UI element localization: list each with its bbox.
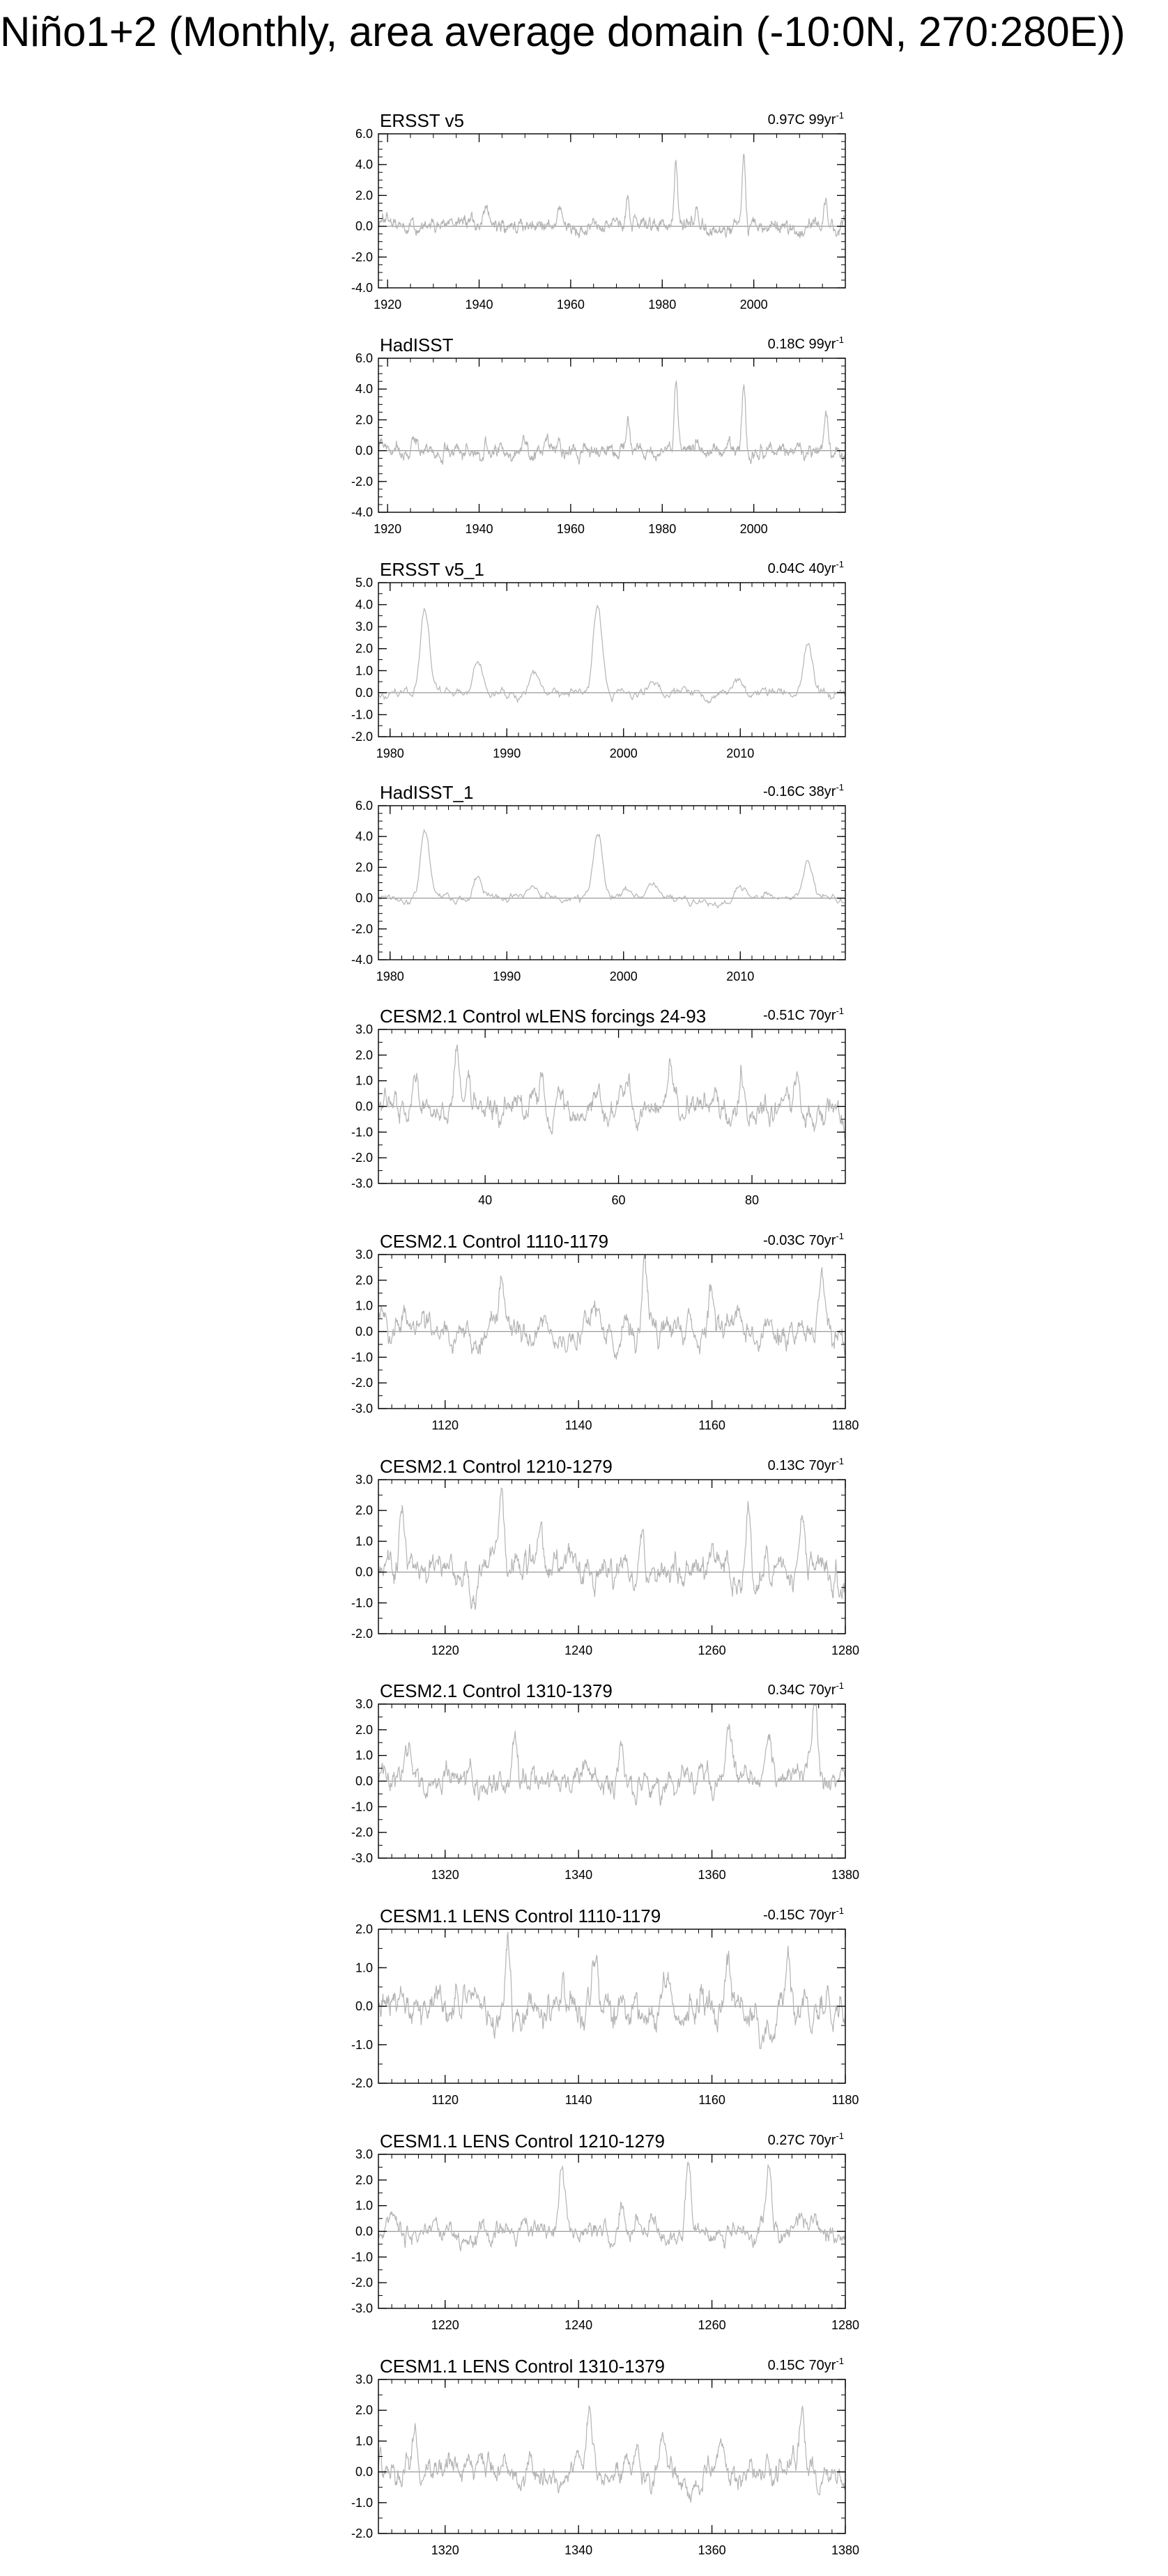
x-tick-label: 1340 bbox=[564, 2543, 593, 2557]
chart-panel bbox=[351, 2131, 859, 2332]
y-tick-label: 0.0 bbox=[355, 685, 373, 700]
y-tick-label: 2.0 bbox=[355, 641, 373, 656]
x-tick-label: 1380 bbox=[831, 1868, 860, 1882]
trend-label bbox=[763, 1006, 844, 1023]
y-tick-label: -3.0 bbox=[351, 2301, 373, 2315]
series-line bbox=[378, 2406, 845, 2503]
y-tick-label: 2.0 bbox=[355, 1273, 373, 1287]
y-tick-label: 0.0 bbox=[355, 1099, 373, 1114]
trend-exponent: -1 bbox=[836, 559, 844, 569]
x-tick-label: 2010 bbox=[726, 746, 755, 760]
trend-value: 0.18C 99yr bbox=[767, 337, 836, 352]
y-tick-label: -1.0 bbox=[351, 1800, 373, 1814]
y-tick-label: -4.0 bbox=[351, 505, 373, 519]
chart-panel bbox=[351, 782, 845, 983]
x-tick-label: 1240 bbox=[564, 1643, 593, 1657]
y-tick-label: -2.0 bbox=[351, 1627, 373, 1641]
x-tick-label: 1220 bbox=[431, 1643, 459, 1657]
y-tick-label: 4.0 bbox=[355, 158, 373, 172]
panel-title: CESM1.1 LENS Control 1110-1179 bbox=[380, 1906, 661, 1926]
trend-exponent: -1 bbox=[836, 782, 844, 792]
y-tick-label: 3.0 bbox=[355, 2372, 373, 2386]
y-tick-label: 2.0 bbox=[355, 1048, 373, 1062]
y-tick-label: -2.0 bbox=[351, 1376, 373, 1390]
y-tick-label: -2.0 bbox=[351, 2076, 373, 2090]
trend-exponent: -1 bbox=[836, 335, 844, 345]
trend-value: 0.97C 99yr bbox=[767, 112, 836, 128]
x-tick-label: 1380 bbox=[831, 2543, 860, 2557]
y-tick-label: 0.0 bbox=[355, 1324, 373, 1339]
trend-value: -0.03C 70yr bbox=[762, 1233, 836, 1248]
y-tick-label: 1.0 bbox=[355, 1748, 373, 1763]
trend-label bbox=[768, 1456, 844, 1473]
series-line bbox=[378, 830, 845, 908]
trend-label bbox=[763, 1231, 844, 1248]
x-tick-label: 1240 bbox=[564, 2318, 593, 2332]
trend-value: 0.34C 70yr bbox=[767, 1682, 836, 1698]
y-tick-label: 2.0 bbox=[355, 1722, 373, 1737]
panel-title: HadISST bbox=[380, 335, 454, 355]
y-tick-label: -2.0 bbox=[351, 2276, 373, 2290]
x-tick-label: 1160 bbox=[698, 2093, 725, 2107]
y-tick-label: 0.0 bbox=[355, 2464, 373, 2479]
y-tick-label: 0.0 bbox=[355, 1999, 373, 2014]
y-tick-label: 0.0 bbox=[355, 891, 373, 905]
y-tick-label: -4.0 bbox=[351, 953, 373, 967]
y-tick-label: 2.0 bbox=[355, 413, 373, 427]
panel-title: ERSST v5 bbox=[380, 110, 464, 131]
x-tick-label: 1960 bbox=[556, 298, 585, 312]
y-tick-label: 1.0 bbox=[355, 1961, 373, 1975]
trend-exponent: -1 bbox=[836, 1231, 844, 1241]
x-tick-label: 2000 bbox=[739, 298, 768, 312]
x-tick-label: 1120 bbox=[431, 2093, 459, 2107]
x-tick-label: 1180 bbox=[831, 2093, 859, 2107]
trend-label bbox=[768, 110, 844, 128]
x-tick-label: 1940 bbox=[465, 522, 493, 536]
y-tick-label: 1.0 bbox=[355, 1534, 373, 1549]
panel-title: ERSST v5_1 bbox=[380, 559, 484, 580]
trend-exponent: -1 bbox=[836, 2131, 844, 2141]
x-tick-label: 1980 bbox=[376, 969, 404, 983]
chart-panel bbox=[351, 1680, 859, 1882]
x-tick-label: 1990 bbox=[493, 746, 521, 760]
y-tick-label: 6.0 bbox=[355, 127, 373, 141]
y-tick-label: 0.0 bbox=[355, 443, 373, 458]
y-tick-label: 1.0 bbox=[355, 1298, 373, 1313]
series-line bbox=[378, 2162, 845, 2251]
x-tick-label: 1260 bbox=[698, 2318, 726, 2332]
x-tick-label: 1140 bbox=[564, 1418, 592, 1432]
trend-label bbox=[768, 1680, 844, 1698]
trend-label bbox=[768, 559, 844, 576]
y-tick-label: -3.0 bbox=[351, 1851, 373, 1865]
y-tick-label: 2.0 bbox=[355, 2403, 373, 2418]
panel-title: CESM2.1 Control 1110-1179 bbox=[380, 1231, 609, 1252]
trend-exponent: -1 bbox=[836, 1680, 844, 1691]
y-tick-label: -1.0 bbox=[351, 2495, 373, 2510]
series-line bbox=[378, 1256, 845, 1360]
y-tick-label: -1.0 bbox=[351, 707, 373, 722]
trend-value: -0.51C 70yr bbox=[762, 1008, 836, 1023]
y-tick-label: -2.0 bbox=[351, 474, 373, 489]
y-tick-label: 5.0 bbox=[355, 576, 373, 590]
x-tick-label: 2010 bbox=[726, 969, 755, 983]
x-tick-label: 2000 bbox=[739, 522, 768, 536]
chart-panel bbox=[351, 1456, 859, 1657]
chart-panel bbox=[351, 559, 845, 760]
trend-exponent: -1 bbox=[836, 110, 844, 121]
trend-label bbox=[763, 782, 844, 799]
plot-frame bbox=[378, 358, 845, 512]
plot-frame bbox=[378, 806, 845, 960]
y-tick-label: 2.0 bbox=[355, 860, 373, 875]
x-tick-label: 1360 bbox=[698, 2543, 726, 2557]
x-tick-label: 1180 bbox=[831, 1418, 859, 1432]
y-tick-label: 3.0 bbox=[355, 2147, 373, 2161]
y-tick-label: -1.0 bbox=[351, 2250, 373, 2264]
y-tick-label: 3.0 bbox=[355, 1248, 373, 1262]
y-tick-label: 1.0 bbox=[355, 664, 373, 678]
y-tick-label: -2.0 bbox=[351, 921, 373, 936]
y-tick-label: 4.0 bbox=[355, 382, 373, 397]
panel-title: HadISST_1 bbox=[380, 782, 474, 803]
series-line bbox=[378, 154, 845, 238]
y-tick-label: 2.0 bbox=[355, 2172, 373, 2187]
y-tick-label: -3.0 bbox=[351, 1176, 373, 1190]
figure-title: Niño1+2 (Monthly, area average domain (-10:0N, 270:280E)) bbox=[0, 8, 1125, 55]
y-tick-label: -1.0 bbox=[351, 2037, 373, 2052]
y-tick-label: 2.0 bbox=[355, 1503, 373, 1518]
plot-frame bbox=[378, 134, 845, 288]
trend-exponent: -1 bbox=[836, 2356, 844, 2366]
y-tick-label: 1.0 bbox=[355, 1073, 373, 1088]
chart-panel bbox=[351, 110, 845, 312]
x-tick-label: 1120 bbox=[431, 1418, 459, 1432]
trend-label bbox=[768, 2131, 844, 2148]
y-tick-label: -1.0 bbox=[351, 1350, 373, 1365]
panel-title: CESM2.1 Control wLENS forcings 24-93 bbox=[380, 1006, 707, 1027]
trend-exponent: -1 bbox=[836, 1456, 844, 1466]
x-tick-label: 40 bbox=[478, 1193, 493, 1207]
x-tick-label: 1920 bbox=[374, 522, 402, 536]
trend-value: 0.13C 70yr bbox=[767, 1458, 836, 1473]
y-tick-label: -2.0 bbox=[351, 1825, 373, 1840]
x-tick-label: 1990 bbox=[493, 969, 521, 983]
chart-panel bbox=[351, 1906, 859, 2107]
y-tick-label: 3.0 bbox=[355, 620, 373, 634]
y-tick-label: 2.0 bbox=[355, 1922, 373, 1936]
y-tick-label: -1.0 bbox=[351, 1125, 373, 1140]
series-line bbox=[378, 1705, 845, 1806]
y-tick-label: -2.0 bbox=[351, 1151, 373, 1165]
series-line bbox=[378, 1932, 845, 2049]
y-tick-label: 4.0 bbox=[355, 597, 373, 612]
y-tick-label: 2.0 bbox=[355, 188, 373, 203]
trend-exponent: -1 bbox=[836, 1906, 844, 1916]
y-tick-label: -4.0 bbox=[351, 281, 373, 295]
x-tick-label: 1360 bbox=[698, 1868, 726, 1882]
x-tick-label: 1220 bbox=[431, 2318, 459, 2332]
chart-panel bbox=[351, 335, 845, 536]
x-tick-label: 2000 bbox=[609, 746, 638, 760]
y-tick-label: 3.0 bbox=[355, 1473, 373, 1487]
y-tick-label: 4.0 bbox=[355, 829, 373, 844]
y-tick-label: -2.0 bbox=[351, 2527, 373, 2540]
series-line bbox=[378, 1488, 845, 1609]
x-tick-label: 1320 bbox=[431, 2543, 459, 2557]
x-tick-label: 1920 bbox=[374, 298, 402, 312]
trend-value: -0.15C 70yr bbox=[762, 1908, 836, 1923]
y-tick-label: -2.0 bbox=[351, 250, 373, 264]
x-tick-label: 1280 bbox=[831, 1643, 860, 1657]
y-tick-label: 6.0 bbox=[355, 351, 373, 365]
y-tick-label: -1.0 bbox=[351, 1595, 373, 1610]
panel-title: CESM2.1 Control 1210-1279 bbox=[380, 1456, 613, 1477]
x-tick-label: 1980 bbox=[376, 746, 404, 760]
trend-exponent: -1 bbox=[836, 1006, 844, 1016]
y-tick-label: 0.0 bbox=[355, 1565, 373, 1579]
x-tick-label: 80 bbox=[744, 1193, 760, 1207]
trend-value: 0.27C 70yr bbox=[767, 2133, 836, 2148]
y-tick-label: -2.0 bbox=[351, 730, 373, 744]
plot-frame bbox=[378, 583, 845, 737]
trend-label bbox=[763, 1906, 844, 1923]
x-tick-label: 1260 bbox=[698, 1643, 726, 1657]
trend-value: -0.16C 38yr bbox=[762, 784, 836, 799]
x-tick-label: 1940 bbox=[465, 298, 493, 312]
x-tick-label: 1960 bbox=[556, 522, 585, 536]
series-line bbox=[378, 1045, 845, 1140]
y-tick-label: 0.0 bbox=[355, 1774, 373, 1788]
y-tick-label: -3.0 bbox=[351, 1402, 373, 1416]
series-line bbox=[378, 606, 845, 703]
x-tick-label: 1160 bbox=[698, 1418, 725, 1432]
chart-panel bbox=[351, 1231, 859, 1432]
x-tick-label: 1980 bbox=[648, 522, 677, 536]
chart-panel bbox=[351, 2356, 859, 2557]
x-tick-label: 1140 bbox=[564, 2093, 592, 2107]
y-tick-label: 0.0 bbox=[355, 219, 373, 233]
series-line bbox=[378, 381, 845, 464]
x-tick-label: 1980 bbox=[648, 298, 677, 312]
trend-label bbox=[768, 2356, 844, 2373]
y-tick-label: 0.0 bbox=[355, 2224, 373, 2239]
x-tick-label: 60 bbox=[611, 1193, 626, 1207]
trend-label bbox=[768, 335, 844, 352]
x-tick-label: 1340 bbox=[564, 1868, 593, 1882]
y-tick-label: 3.0 bbox=[355, 1022, 373, 1036]
trend-value: 0.15C 70yr bbox=[767, 2358, 836, 2373]
x-tick-label: 1320 bbox=[431, 1868, 459, 1882]
y-tick-label: 3.0 bbox=[355, 1697, 373, 1711]
panel-title: CESM1.1 LENS Control 1210-1279 bbox=[380, 2131, 666, 2152]
x-tick-label: 1280 bbox=[831, 2318, 860, 2332]
panel-title: CESM1.1 LENS Control 1310-1379 bbox=[380, 2356, 666, 2377]
y-tick-label: 6.0 bbox=[355, 799, 373, 813]
chart-panel bbox=[351, 1006, 845, 1207]
trend-value: 0.04C 40yr bbox=[767, 561, 836, 576]
y-tick-label: 1.0 bbox=[355, 2434, 373, 2448]
plot-frame bbox=[378, 1480, 845, 1634]
panel-title: CESM2.1 Control 1310-1379 bbox=[380, 1680, 613, 1701]
y-tick-label: 1.0 bbox=[355, 2198, 373, 2213]
x-tick-label: 2000 bbox=[609, 969, 638, 983]
